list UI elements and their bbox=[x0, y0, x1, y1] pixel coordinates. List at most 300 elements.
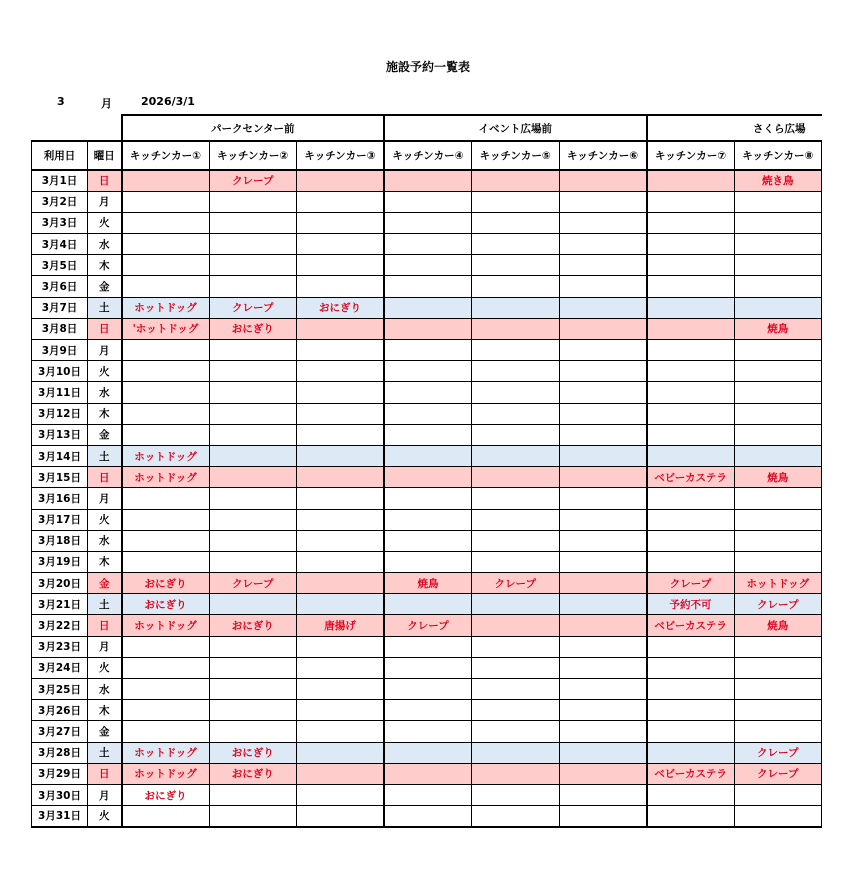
reservation-cell-kitchen-7[interactable]: ベビーカステラ bbox=[647, 467, 735, 488]
reservation-cell-kitchen-4[interactable] bbox=[384, 467, 472, 488]
date-cell[interactable]: 3月9日 bbox=[32, 340, 88, 361]
header-kitchen-5[interactable]: キッチンカー⑤ bbox=[472, 141, 560, 170]
reservation-cell-kitchen-6[interactable] bbox=[559, 234, 647, 255]
reservation-cell-kitchen-8[interactable]: クレープ bbox=[734, 742, 822, 763]
reservation-cell-kitchen-1[interactable] bbox=[122, 530, 210, 551]
date-cell[interactable]: 3月24日 bbox=[32, 657, 88, 678]
reservation-cell-kitchen-1[interactable] bbox=[122, 191, 210, 212]
reservation-cell-kitchen-1[interactable] bbox=[122, 170, 210, 191]
date-cell[interactable]: 3月20日 bbox=[32, 573, 88, 594]
reservation-cell-kitchen-7[interactable] bbox=[647, 657, 735, 678]
reservation-cell-kitchen-1[interactable] bbox=[122, 255, 210, 276]
reservation-cell-kitchen-2[interactable] bbox=[209, 361, 297, 382]
reservation-cell-kitchen-1[interactable] bbox=[122, 551, 210, 572]
reservation-cell-kitchen-3[interactable] bbox=[297, 530, 385, 551]
reservation-cell-kitchen-7[interactable] bbox=[647, 784, 735, 805]
weekday-cell[interactable]: 木 bbox=[88, 255, 122, 276]
reservation-cell-kitchen-4[interactable] bbox=[384, 551, 472, 572]
date-cell[interactable]: 3月5日 bbox=[32, 255, 88, 276]
reservation-cell-kitchen-4[interactable] bbox=[384, 297, 472, 318]
reservation-cell-kitchen-6[interactable] bbox=[559, 403, 647, 424]
reservation-cell-kitchen-6[interactable] bbox=[559, 424, 647, 445]
header-kitchen-3[interactable]: キッチンカー③ bbox=[297, 141, 385, 170]
reservation-cell-kitchen-5[interactable] bbox=[472, 361, 560, 382]
reservation-cell-kitchen-4[interactable] bbox=[384, 700, 472, 721]
date-cell[interactable]: 3月23日 bbox=[32, 636, 88, 657]
reservation-cell-kitchen-8[interactable]: 焼き鳥 bbox=[734, 170, 822, 191]
reservation-cell-kitchen-6[interactable] bbox=[559, 212, 647, 233]
reservation-cell-kitchen-2[interactable] bbox=[209, 509, 297, 530]
reservation-cell-kitchen-7[interactable] bbox=[647, 170, 735, 191]
reservation-cell-kitchen-3[interactable] bbox=[297, 742, 385, 763]
reservation-cell-kitchen-1[interactable] bbox=[122, 403, 210, 424]
reservation-cell-kitchen-1[interactable] bbox=[122, 679, 210, 700]
reservation-cell-kitchen-8[interactable] bbox=[734, 234, 822, 255]
reservation-cell-kitchen-8[interactable] bbox=[734, 700, 822, 721]
reservation-cell-kitchen-7[interactable] bbox=[647, 488, 735, 509]
reservation-cell-kitchen-3[interactable] bbox=[297, 361, 385, 382]
reservation-cell-kitchen-8[interactable] bbox=[734, 806, 822, 827]
weekday-cell[interactable]: 火 bbox=[88, 361, 122, 382]
date-cell[interactable]: 3月12日 bbox=[32, 403, 88, 424]
reservation-cell-kitchen-8[interactable]: 焼鳥 bbox=[734, 615, 822, 636]
reservation-cell-kitchen-8[interactable] bbox=[734, 255, 822, 276]
date-cell[interactable]: 3月14日 bbox=[32, 445, 88, 466]
reservation-cell-kitchen-6[interactable] bbox=[559, 636, 647, 657]
reservation-cell-kitchen-1[interactable] bbox=[122, 361, 210, 382]
reservation-cell-kitchen-8[interactable] bbox=[734, 191, 822, 212]
reservation-cell-kitchen-3[interactable]: 唐揚げ bbox=[297, 615, 385, 636]
reservation-cell-kitchen-5[interactable] bbox=[472, 297, 560, 318]
reservation-cell-kitchen-2[interactable] bbox=[209, 488, 297, 509]
reservation-cell-kitchen-5[interactable] bbox=[472, 445, 560, 466]
reservation-cell-kitchen-5[interactable] bbox=[472, 488, 560, 509]
reservation-cell-kitchen-6[interactable] bbox=[559, 721, 647, 742]
reservation-cell-kitchen-2[interactable] bbox=[209, 234, 297, 255]
reservation-cell-kitchen-7[interactable]: 予約不可 bbox=[647, 594, 735, 615]
reservation-cell-kitchen-7[interactable]: ベビーカステラ bbox=[647, 763, 735, 784]
reservation-cell-kitchen-1[interactable] bbox=[122, 382, 210, 403]
date-cell[interactable]: 3月18日 bbox=[32, 530, 88, 551]
weekday-cell[interactable]: 水 bbox=[88, 234, 122, 255]
date-cell[interactable]: 3月10日 bbox=[32, 361, 88, 382]
header-kitchen-8[interactable]: キッチンカー⑧ bbox=[734, 141, 822, 170]
weekday-cell[interactable]: 水 bbox=[88, 530, 122, 551]
reservation-cell-kitchen-4[interactable] bbox=[384, 424, 472, 445]
reservation-cell-kitchen-5[interactable] bbox=[472, 721, 560, 742]
reservation-cell-kitchen-3[interactable] bbox=[297, 509, 385, 530]
reservation-cell-kitchen-6[interactable] bbox=[559, 445, 647, 466]
reservation-cell-kitchen-2[interactable] bbox=[209, 806, 297, 827]
reservation-cell-kitchen-7[interactable] bbox=[647, 806, 735, 827]
reservation-cell-kitchen-7[interactable] bbox=[647, 636, 735, 657]
reservation-cell-kitchen-3[interactable] bbox=[297, 657, 385, 678]
reservation-cell-kitchen-2[interactable] bbox=[209, 467, 297, 488]
reservation-cell-kitchen-4[interactable] bbox=[384, 488, 472, 509]
reservation-cell-kitchen-7[interactable] bbox=[647, 382, 735, 403]
reservation-cell-kitchen-8[interactable] bbox=[734, 382, 822, 403]
reservation-cell-kitchen-4[interactable] bbox=[384, 636, 472, 657]
reservation-cell-kitchen-8[interactable]: クレープ bbox=[734, 763, 822, 784]
reservation-cell-kitchen-4[interactable] bbox=[384, 806, 472, 827]
reservation-cell-kitchen-8[interactable] bbox=[734, 657, 822, 678]
reservation-cell-kitchen-5[interactable] bbox=[472, 636, 560, 657]
reservation-cell-kitchen-6[interactable] bbox=[559, 806, 647, 827]
reservation-cell-kitchen-2[interactable]: おにぎり bbox=[209, 615, 297, 636]
reservation-cell-kitchen-4[interactable] bbox=[384, 509, 472, 530]
reservation-cell-kitchen-6[interactable] bbox=[559, 297, 647, 318]
reservation-cell-kitchen-6[interactable] bbox=[559, 700, 647, 721]
date-cell[interactable]: 3月26日 bbox=[32, 700, 88, 721]
reservation-cell-kitchen-6[interactable] bbox=[559, 382, 647, 403]
reservation-cell-kitchen-6[interactable] bbox=[559, 594, 647, 615]
date-cell[interactable]: 3月7日 bbox=[32, 297, 88, 318]
reservation-cell-kitchen-5[interactable] bbox=[472, 700, 560, 721]
date-cell[interactable]: 3月17日 bbox=[32, 509, 88, 530]
reservation-cell-kitchen-5[interactable] bbox=[472, 382, 560, 403]
reservation-cell-kitchen-7[interactable] bbox=[647, 424, 735, 445]
reservation-cell-kitchen-3[interactable] bbox=[297, 191, 385, 212]
date-cell[interactable]: 3月6日 bbox=[32, 276, 88, 297]
reservation-cell-kitchen-3[interactable] bbox=[297, 573, 385, 594]
reservation-cell-kitchen-1[interactable]: ホットドッグ bbox=[122, 445, 210, 466]
weekday-cell[interactable]: 木 bbox=[88, 551, 122, 572]
reservation-cell-kitchen-8[interactable]: ホットドッグ bbox=[734, 573, 822, 594]
reservation-cell-kitchen-4[interactable] bbox=[384, 191, 472, 212]
reservation-cell-kitchen-4[interactable] bbox=[384, 382, 472, 403]
reservation-cell-kitchen-7[interactable] bbox=[647, 700, 735, 721]
reservation-cell-kitchen-5[interactable] bbox=[472, 424, 560, 445]
reservation-cell-kitchen-5[interactable] bbox=[472, 276, 560, 297]
weekday-cell[interactable]: 火 bbox=[88, 806, 122, 827]
reservation-cell-kitchen-6[interactable] bbox=[559, 318, 647, 339]
header-kitchen-7[interactable]: キッチンカー⑦ bbox=[647, 141, 735, 170]
reservation-cell-kitchen-1[interactable] bbox=[122, 636, 210, 657]
date-cell[interactable]: 3月29日 bbox=[32, 763, 88, 784]
reservation-cell-kitchen-1[interactable] bbox=[122, 424, 210, 445]
reservation-cell-kitchen-6[interactable] bbox=[559, 573, 647, 594]
reservation-cell-kitchen-4[interactable]: クレープ bbox=[384, 615, 472, 636]
date-cell[interactable]: 3月13日 bbox=[32, 424, 88, 445]
reservation-cell-kitchen-8[interactable] bbox=[734, 403, 822, 424]
reservation-cell-kitchen-1[interactable] bbox=[122, 700, 210, 721]
date-cell[interactable]: 3月22日 bbox=[32, 615, 88, 636]
reservation-cell-kitchen-8[interactable] bbox=[734, 784, 822, 805]
weekday-cell[interactable]: 日 bbox=[88, 467, 122, 488]
reservation-cell-kitchen-2[interactable] bbox=[209, 594, 297, 615]
reservation-cell-kitchen-3[interactable] bbox=[297, 445, 385, 466]
reservation-cell-kitchen-3[interactable] bbox=[297, 679, 385, 700]
reservation-cell-kitchen-3[interactable] bbox=[297, 318, 385, 339]
reservation-cell-kitchen-2[interactable] bbox=[209, 255, 297, 276]
reservation-cell-kitchen-7[interactable] bbox=[647, 551, 735, 572]
reservation-cell-kitchen-4[interactable]: 焼鳥 bbox=[384, 573, 472, 594]
reservation-cell-kitchen-6[interactable] bbox=[559, 509, 647, 530]
reservation-cell-kitchen-2[interactable] bbox=[209, 679, 297, 700]
reservation-cell-kitchen-3[interactable] bbox=[297, 234, 385, 255]
date-cell[interactable]: 3月31日 bbox=[32, 806, 88, 827]
reservation-cell-kitchen-7[interactable] bbox=[647, 212, 735, 233]
reservation-cell-kitchen-5[interactable] bbox=[472, 615, 560, 636]
reservation-cell-kitchen-8[interactable] bbox=[734, 530, 822, 551]
reservation-cell-kitchen-7[interactable] bbox=[647, 318, 735, 339]
reservation-cell-kitchen-3[interactable] bbox=[297, 784, 385, 805]
reservation-cell-kitchen-1[interactable] bbox=[122, 212, 210, 233]
reservation-cell-kitchen-6[interactable] bbox=[559, 763, 647, 784]
reservation-cell-kitchen-1[interactable]: ホットドッグ bbox=[122, 297, 210, 318]
reservation-cell-kitchen-4[interactable] bbox=[384, 594, 472, 615]
reservation-cell-kitchen-1[interactable]: ホットドッグ bbox=[122, 615, 210, 636]
reservation-cell-kitchen-3[interactable] bbox=[297, 551, 385, 572]
reservation-cell-kitchen-5[interactable] bbox=[472, 806, 560, 827]
reservation-cell-kitchen-4[interactable] bbox=[384, 234, 472, 255]
reservation-cell-kitchen-8[interactable]: クレープ bbox=[734, 594, 822, 615]
reservation-cell-kitchen-6[interactable] bbox=[559, 488, 647, 509]
reservation-cell-kitchen-4[interactable] bbox=[384, 721, 472, 742]
reservation-cell-kitchen-8[interactable] bbox=[734, 276, 822, 297]
reservation-cell-kitchen-7[interactable]: クレープ bbox=[647, 573, 735, 594]
weekday-cell[interactable]: 金 bbox=[88, 573, 122, 594]
reservation-cell-kitchen-1[interactable]: おにぎり bbox=[122, 573, 210, 594]
reservation-cell-kitchen-2[interactable] bbox=[209, 340, 297, 361]
reservation-cell-kitchen-7[interactable] bbox=[647, 234, 735, 255]
header-weekday[interactable]: 曜日 bbox=[88, 141, 122, 170]
reservation-cell-kitchen-3[interactable] bbox=[297, 721, 385, 742]
reservation-cell-kitchen-3[interactable] bbox=[297, 594, 385, 615]
reservation-cell-kitchen-3[interactable] bbox=[297, 340, 385, 361]
reservation-cell-kitchen-3[interactable] bbox=[297, 806, 385, 827]
date-cell[interactable]: 3月4日 bbox=[32, 234, 88, 255]
reservation-cell-kitchen-1[interactable]: ホットドッグ bbox=[122, 763, 210, 784]
date-cell[interactable]: 3月8日 bbox=[32, 318, 88, 339]
reservation-cell-kitchen-8[interactable] bbox=[734, 509, 822, 530]
reservation-cell-kitchen-1[interactable] bbox=[122, 488, 210, 509]
weekday-cell[interactable]: 土 bbox=[88, 742, 122, 763]
header-kitchen-1[interactable]: キッチンカー① bbox=[122, 141, 210, 170]
reservation-cell-kitchen-4[interactable] bbox=[384, 763, 472, 784]
reservation-cell-kitchen-1[interactable] bbox=[122, 234, 210, 255]
weekday-cell[interactable]: 金 bbox=[88, 721, 122, 742]
weekday-cell[interactable]: 水 bbox=[88, 382, 122, 403]
month-number[interactable]: 3 bbox=[57, 95, 65, 108]
weekday-cell[interactable]: 月 bbox=[88, 191, 122, 212]
reservation-cell-kitchen-6[interactable] bbox=[559, 255, 647, 276]
reservation-cell-kitchen-7[interactable] bbox=[647, 679, 735, 700]
reservation-cell-kitchen-7[interactable] bbox=[647, 509, 735, 530]
reservation-cell-kitchen-6[interactable] bbox=[559, 551, 647, 572]
reservation-cell-kitchen-6[interactable] bbox=[559, 657, 647, 678]
reservation-cell-kitchen-4[interactable] bbox=[384, 276, 472, 297]
reservation-cell-kitchen-5[interactable]: クレープ bbox=[472, 573, 560, 594]
weekday-cell[interactable]: 日 bbox=[88, 170, 122, 191]
reservation-cell-kitchen-2[interactable] bbox=[209, 424, 297, 445]
reservation-cell-kitchen-2[interactable] bbox=[209, 191, 297, 212]
start-date[interactable]: 2026/3/1 bbox=[141, 95, 195, 108]
reservation-cell-kitchen-1[interactable]: ホットドッグ bbox=[122, 467, 210, 488]
reservation-cell-kitchen-1[interactable] bbox=[122, 276, 210, 297]
reservation-cell-kitchen-4[interactable] bbox=[384, 340, 472, 361]
weekday-cell[interactable]: 日 bbox=[88, 763, 122, 784]
reservation-cell-kitchen-2[interactable] bbox=[209, 212, 297, 233]
reservation-cell-kitchen-8[interactable]: 焼鳥 bbox=[734, 467, 822, 488]
reservation-cell-kitchen-5[interactable] bbox=[472, 255, 560, 276]
reservation-cell-kitchen-4[interactable] bbox=[384, 679, 472, 700]
reservation-cell-kitchen-1[interactable] bbox=[122, 657, 210, 678]
reservation-cell-kitchen-2[interactable]: おにぎり bbox=[209, 318, 297, 339]
reservation-cell-kitchen-4[interactable] bbox=[384, 361, 472, 382]
reservation-cell-kitchen-8[interactable]: 焼鳥 bbox=[734, 318, 822, 339]
reservation-cell-kitchen-3[interactable] bbox=[297, 700, 385, 721]
reservation-cell-kitchen-2[interactable] bbox=[209, 403, 297, 424]
reservation-cell-kitchen-2[interactable]: クレープ bbox=[209, 170, 297, 191]
reservation-cell-kitchen-8[interactable] bbox=[734, 721, 822, 742]
reservation-cell-kitchen-3[interactable] bbox=[297, 488, 385, 509]
reservation-cell-kitchen-7[interactable] bbox=[647, 297, 735, 318]
reservation-cell-kitchen-5[interactable] bbox=[472, 340, 560, 361]
reservation-cell-kitchen-5[interactable] bbox=[472, 467, 560, 488]
reservation-cell-kitchen-7[interactable] bbox=[647, 721, 735, 742]
reservation-cell-kitchen-1[interactable] bbox=[122, 509, 210, 530]
reservation-cell-kitchen-8[interactable] bbox=[734, 212, 822, 233]
reservation-cell-kitchen-6[interactable] bbox=[559, 784, 647, 805]
weekday-cell[interactable]: 木 bbox=[88, 700, 122, 721]
weekday-cell[interactable]: 金 bbox=[88, 276, 122, 297]
header-kitchen-6[interactable]: キッチンカー⑥ bbox=[559, 141, 647, 170]
reservation-cell-kitchen-5[interactable] bbox=[472, 509, 560, 530]
weekday-cell[interactable]: 月 bbox=[88, 636, 122, 657]
weekday-cell[interactable]: 火 bbox=[88, 657, 122, 678]
reservation-cell-kitchen-5[interactable] bbox=[472, 191, 560, 212]
reservation-cell-kitchen-2[interactable]: おにぎり bbox=[209, 742, 297, 763]
reservation-cell-kitchen-6[interactable] bbox=[559, 191, 647, 212]
date-cell[interactable]: 3月21日 bbox=[32, 594, 88, 615]
weekday-cell[interactable]: 月 bbox=[88, 488, 122, 509]
reservation-cell-kitchen-7[interactable] bbox=[647, 361, 735, 382]
weekday-cell[interactable]: 月 bbox=[88, 784, 122, 805]
header-date[interactable]: 利用日 bbox=[32, 141, 88, 170]
weekday-cell[interactable]: 火 bbox=[88, 212, 122, 233]
reservation-cell-kitchen-7[interactable] bbox=[647, 530, 735, 551]
date-cell[interactable]: 3月27日 bbox=[32, 721, 88, 742]
group-park-center[interactable]: パークセンター前 bbox=[122, 115, 385, 141]
reservation-cell-kitchen-4[interactable] bbox=[384, 445, 472, 466]
reservation-cell-kitchen-2[interactable]: クレープ bbox=[209, 297, 297, 318]
reservation-cell-kitchen-7[interactable] bbox=[647, 445, 735, 466]
reservation-cell-kitchen-1[interactable] bbox=[122, 806, 210, 827]
reservation-cell-kitchen-4[interactable] bbox=[384, 255, 472, 276]
date-cell[interactable]: 3月11日 bbox=[32, 382, 88, 403]
reservation-cell-kitchen-8[interactable] bbox=[734, 679, 822, 700]
reservation-cell-kitchen-2[interactable]: おにぎり bbox=[209, 763, 297, 784]
date-cell[interactable]: 3月1日 bbox=[32, 170, 88, 191]
date-cell[interactable]: 3月3日 bbox=[32, 212, 88, 233]
reservation-cell-kitchen-3[interactable] bbox=[297, 763, 385, 784]
reservation-cell-kitchen-5[interactable] bbox=[472, 234, 560, 255]
reservation-cell-kitchen-6[interactable] bbox=[559, 361, 647, 382]
reservation-cell-kitchen-3[interactable] bbox=[297, 382, 385, 403]
reservation-cell-kitchen-5[interactable] bbox=[472, 763, 560, 784]
reservation-cell-kitchen-2[interactable]: クレープ bbox=[209, 573, 297, 594]
reservation-cell-kitchen-3[interactable] bbox=[297, 424, 385, 445]
reservation-cell-kitchen-6[interactable] bbox=[559, 170, 647, 191]
reservation-cell-kitchen-5[interactable] bbox=[472, 212, 560, 233]
reservation-cell-kitchen-2[interactable] bbox=[209, 551, 297, 572]
reservation-cell-kitchen-8[interactable] bbox=[734, 361, 822, 382]
reservation-cell-kitchen-7[interactable] bbox=[647, 403, 735, 424]
group-sakura-plaza[interactable]: さくら広場 bbox=[647, 115, 822, 141]
reservation-cell-kitchen-2[interactable] bbox=[209, 657, 297, 678]
reservation-cell-kitchen-7[interactable] bbox=[647, 255, 735, 276]
weekday-cell[interactable]: 土 bbox=[88, 594, 122, 615]
reservation-cell-kitchen-6[interactable] bbox=[559, 615, 647, 636]
weekday-cell[interactable]: 月 bbox=[88, 340, 122, 361]
reservation-cell-kitchen-2[interactable] bbox=[209, 276, 297, 297]
weekday-cell[interactable]: 日 bbox=[88, 318, 122, 339]
reservation-cell-kitchen-7[interactable] bbox=[647, 276, 735, 297]
reservation-cell-kitchen-2[interactable] bbox=[209, 784, 297, 805]
group-event-plaza[interactable]: イベント広場前 bbox=[384, 115, 647, 141]
reservation-cell-kitchen-5[interactable] bbox=[472, 742, 560, 763]
reservation-cell-kitchen-4[interactable] bbox=[384, 657, 472, 678]
date-cell[interactable]: 3月25日 bbox=[32, 679, 88, 700]
date-cell[interactable]: 3月19日 bbox=[32, 551, 88, 572]
reservation-cell-kitchen-6[interactable] bbox=[559, 276, 647, 297]
reservation-cell-kitchen-6[interactable] bbox=[559, 679, 647, 700]
reservation-cell-kitchen-5[interactable] bbox=[472, 170, 560, 191]
reservation-cell-kitchen-7[interactable]: ベビーカステラ bbox=[647, 615, 735, 636]
reservation-cell-kitchen-6[interactable] bbox=[559, 467, 647, 488]
date-cell[interactable]: 3月28日 bbox=[32, 742, 88, 763]
reservation-cell-kitchen-8[interactable] bbox=[734, 636, 822, 657]
header-kitchen-4[interactable]: キッチンカー④ bbox=[384, 141, 472, 170]
reservation-cell-kitchen-4[interactable] bbox=[384, 318, 472, 339]
reservation-cell-kitchen-3[interactable] bbox=[297, 467, 385, 488]
reservation-cell-kitchen-2[interactable] bbox=[209, 445, 297, 466]
reservation-cell-kitchen-4[interactable] bbox=[384, 742, 472, 763]
weekday-cell[interactable]: 日 bbox=[88, 615, 122, 636]
reservation-cell-kitchen-3[interactable] bbox=[297, 170, 385, 191]
reservation-cell-kitchen-2[interactable] bbox=[209, 382, 297, 403]
date-cell[interactable]: 3月15日 bbox=[32, 467, 88, 488]
weekday-cell[interactable]: 火 bbox=[88, 509, 122, 530]
header-kitchen-2[interactable]: キッチンカー② bbox=[209, 141, 297, 170]
reservation-cell-kitchen-8[interactable] bbox=[734, 551, 822, 572]
reservation-cell-kitchen-3[interactable] bbox=[297, 255, 385, 276]
reservation-cell-kitchen-3[interactable] bbox=[297, 212, 385, 233]
reservation-cell-kitchen-7[interactable] bbox=[647, 191, 735, 212]
reservation-cell-kitchen-1[interactable]: ホットドッグ bbox=[122, 742, 210, 763]
reservation-cell-kitchen-5[interactable] bbox=[472, 403, 560, 424]
reservation-cell-kitchen-1[interactable]: おにぎり bbox=[122, 784, 210, 805]
reservation-cell-kitchen-3[interactable]: おにぎり bbox=[297, 297, 385, 318]
reservation-cell-kitchen-3[interactable] bbox=[297, 276, 385, 297]
reservation-cell-kitchen-4[interactable] bbox=[384, 212, 472, 233]
reservation-cell-kitchen-4[interactable] bbox=[384, 530, 472, 551]
weekday-cell[interactable]: 木 bbox=[88, 403, 122, 424]
reservation-cell-kitchen-8[interactable] bbox=[734, 424, 822, 445]
reservation-cell-kitchen-2[interactable] bbox=[209, 700, 297, 721]
reservation-cell-kitchen-1[interactable] bbox=[122, 721, 210, 742]
date-cell[interactable]: 3月16日 bbox=[32, 488, 88, 509]
reservation-cell-kitchen-5[interactable] bbox=[472, 594, 560, 615]
reservation-cell-kitchen-1[interactable]: 'ホットドッグ bbox=[122, 318, 210, 339]
reservation-cell-kitchen-6[interactable] bbox=[559, 530, 647, 551]
reservation-cell-kitchen-8[interactable] bbox=[734, 297, 822, 318]
reservation-cell-kitchen-8[interactable] bbox=[734, 445, 822, 466]
weekday-cell[interactable]: 土 bbox=[88, 445, 122, 466]
reservation-cell-kitchen-2[interactable] bbox=[209, 636, 297, 657]
reservation-cell-kitchen-4[interactable] bbox=[384, 784, 472, 805]
